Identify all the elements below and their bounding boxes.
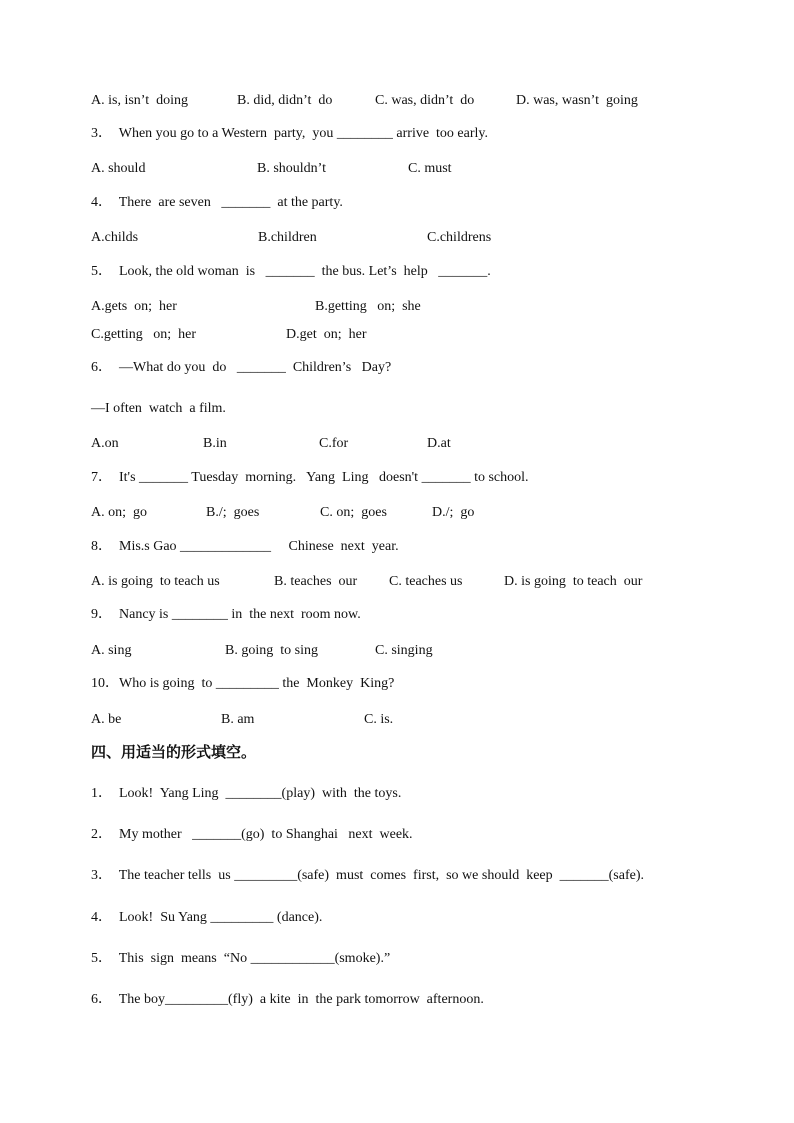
fill-item-5: 5． This sign means “No ____________(smoke).” bbox=[91, 951, 391, 966]
q9-option-b: B. going to sing bbox=[225, 643, 318, 658]
fill-item-2: 2． My mother _______(go) to Shanghai next week. bbox=[91, 827, 413, 842]
q5-option-b: B.getting on; she bbox=[315, 299, 421, 314]
q5-option-d: D.get on; her bbox=[286, 327, 367, 342]
fill-item-6: 6． The boy_________(fly) a kite in the park tomorrow afternoon. bbox=[91, 992, 484, 1007]
q6-option-b: B.in bbox=[203, 436, 227, 451]
question-5: 5． Look, the old woman is _______ the bus. Let’s help _______. bbox=[91, 264, 491, 279]
q2-option-c: C. was, didn’t do bbox=[375, 93, 475, 108]
q8-option-a: A. is going to teach us bbox=[91, 574, 220, 589]
question-4: 4． There are seven _______ at the party. bbox=[91, 195, 343, 210]
q8-option-b: B. teaches our bbox=[274, 574, 358, 589]
q9-option-c: C. singing bbox=[375, 643, 433, 658]
section-4-heading: 四、用适当的形式填空。 bbox=[91, 743, 257, 761]
q7-option-a: A. on; go bbox=[91, 505, 147, 520]
q3-option-a: A. should bbox=[91, 161, 146, 176]
q4-option-c: C.childrens bbox=[427, 230, 492, 245]
fill-item-3: 3． The teacher tells us _________(safe) must comes first, so we should keep _______(safe). bbox=[91, 868, 645, 883]
q4-option-a: A.childs bbox=[91, 230, 139, 245]
q6-option-d: D.at bbox=[427, 436, 451, 451]
fill-item-1: 1． Look! Yang Ling ________(play) with the toys. bbox=[91, 786, 402, 801]
fill-item-4: 4． Look! Su Yang _________ (dance). bbox=[91, 910, 323, 925]
q3-option-b: B. shouldn’t bbox=[257, 161, 326, 176]
q2-option-d: D. was, wasn’t going bbox=[516, 93, 638, 108]
q10-option-b: B. am bbox=[221, 712, 255, 727]
q6-option-c: C.for bbox=[319, 436, 349, 451]
q4-option-b: B.children bbox=[258, 230, 317, 245]
question-7: 7． It's _______ Tuesday morning. Yang Ling doesn't _______ to school. bbox=[91, 470, 529, 485]
question-10: 10．Who is going to _________ the Monkey King? bbox=[91, 676, 395, 691]
q2-option-b: B. did, didn’t do bbox=[237, 93, 333, 108]
q9-option-a: A. sing bbox=[91, 643, 132, 658]
q7-option-b: B./; goes bbox=[206, 505, 260, 520]
question-3: 3． When you go to a Western party, you ________ arrive too early. bbox=[91, 126, 489, 141]
q3-option-c: C. must bbox=[408, 161, 452, 176]
q7-option-c: C. on; goes bbox=[320, 505, 387, 520]
q5-option-a: A.gets on; her bbox=[91, 299, 177, 314]
q5-option-c: C.getting on; her bbox=[91, 327, 196, 342]
q6-option-a: A.on bbox=[91, 436, 119, 451]
q10-option-c: C. is. bbox=[364, 712, 394, 727]
question-6-answer-line: —I often watch a film. bbox=[91, 401, 226, 416]
q8-option-c: C. teaches us bbox=[389, 574, 463, 589]
question-8: 8． Mis.s Gao _____________ Chinese next year. bbox=[91, 539, 399, 554]
q7-option-d: D./; go bbox=[432, 505, 475, 520]
question-6: 6． —What do you do _______ Children’s Day? bbox=[91, 360, 392, 375]
q10-option-a: A. be bbox=[91, 712, 122, 727]
q2-option-a: A. is, isn’t doing bbox=[91, 93, 188, 108]
q8-option-d: D. is going to teach our bbox=[504, 574, 643, 589]
question-9: 9． Nancy is ________ in the next room now. bbox=[91, 607, 361, 622]
